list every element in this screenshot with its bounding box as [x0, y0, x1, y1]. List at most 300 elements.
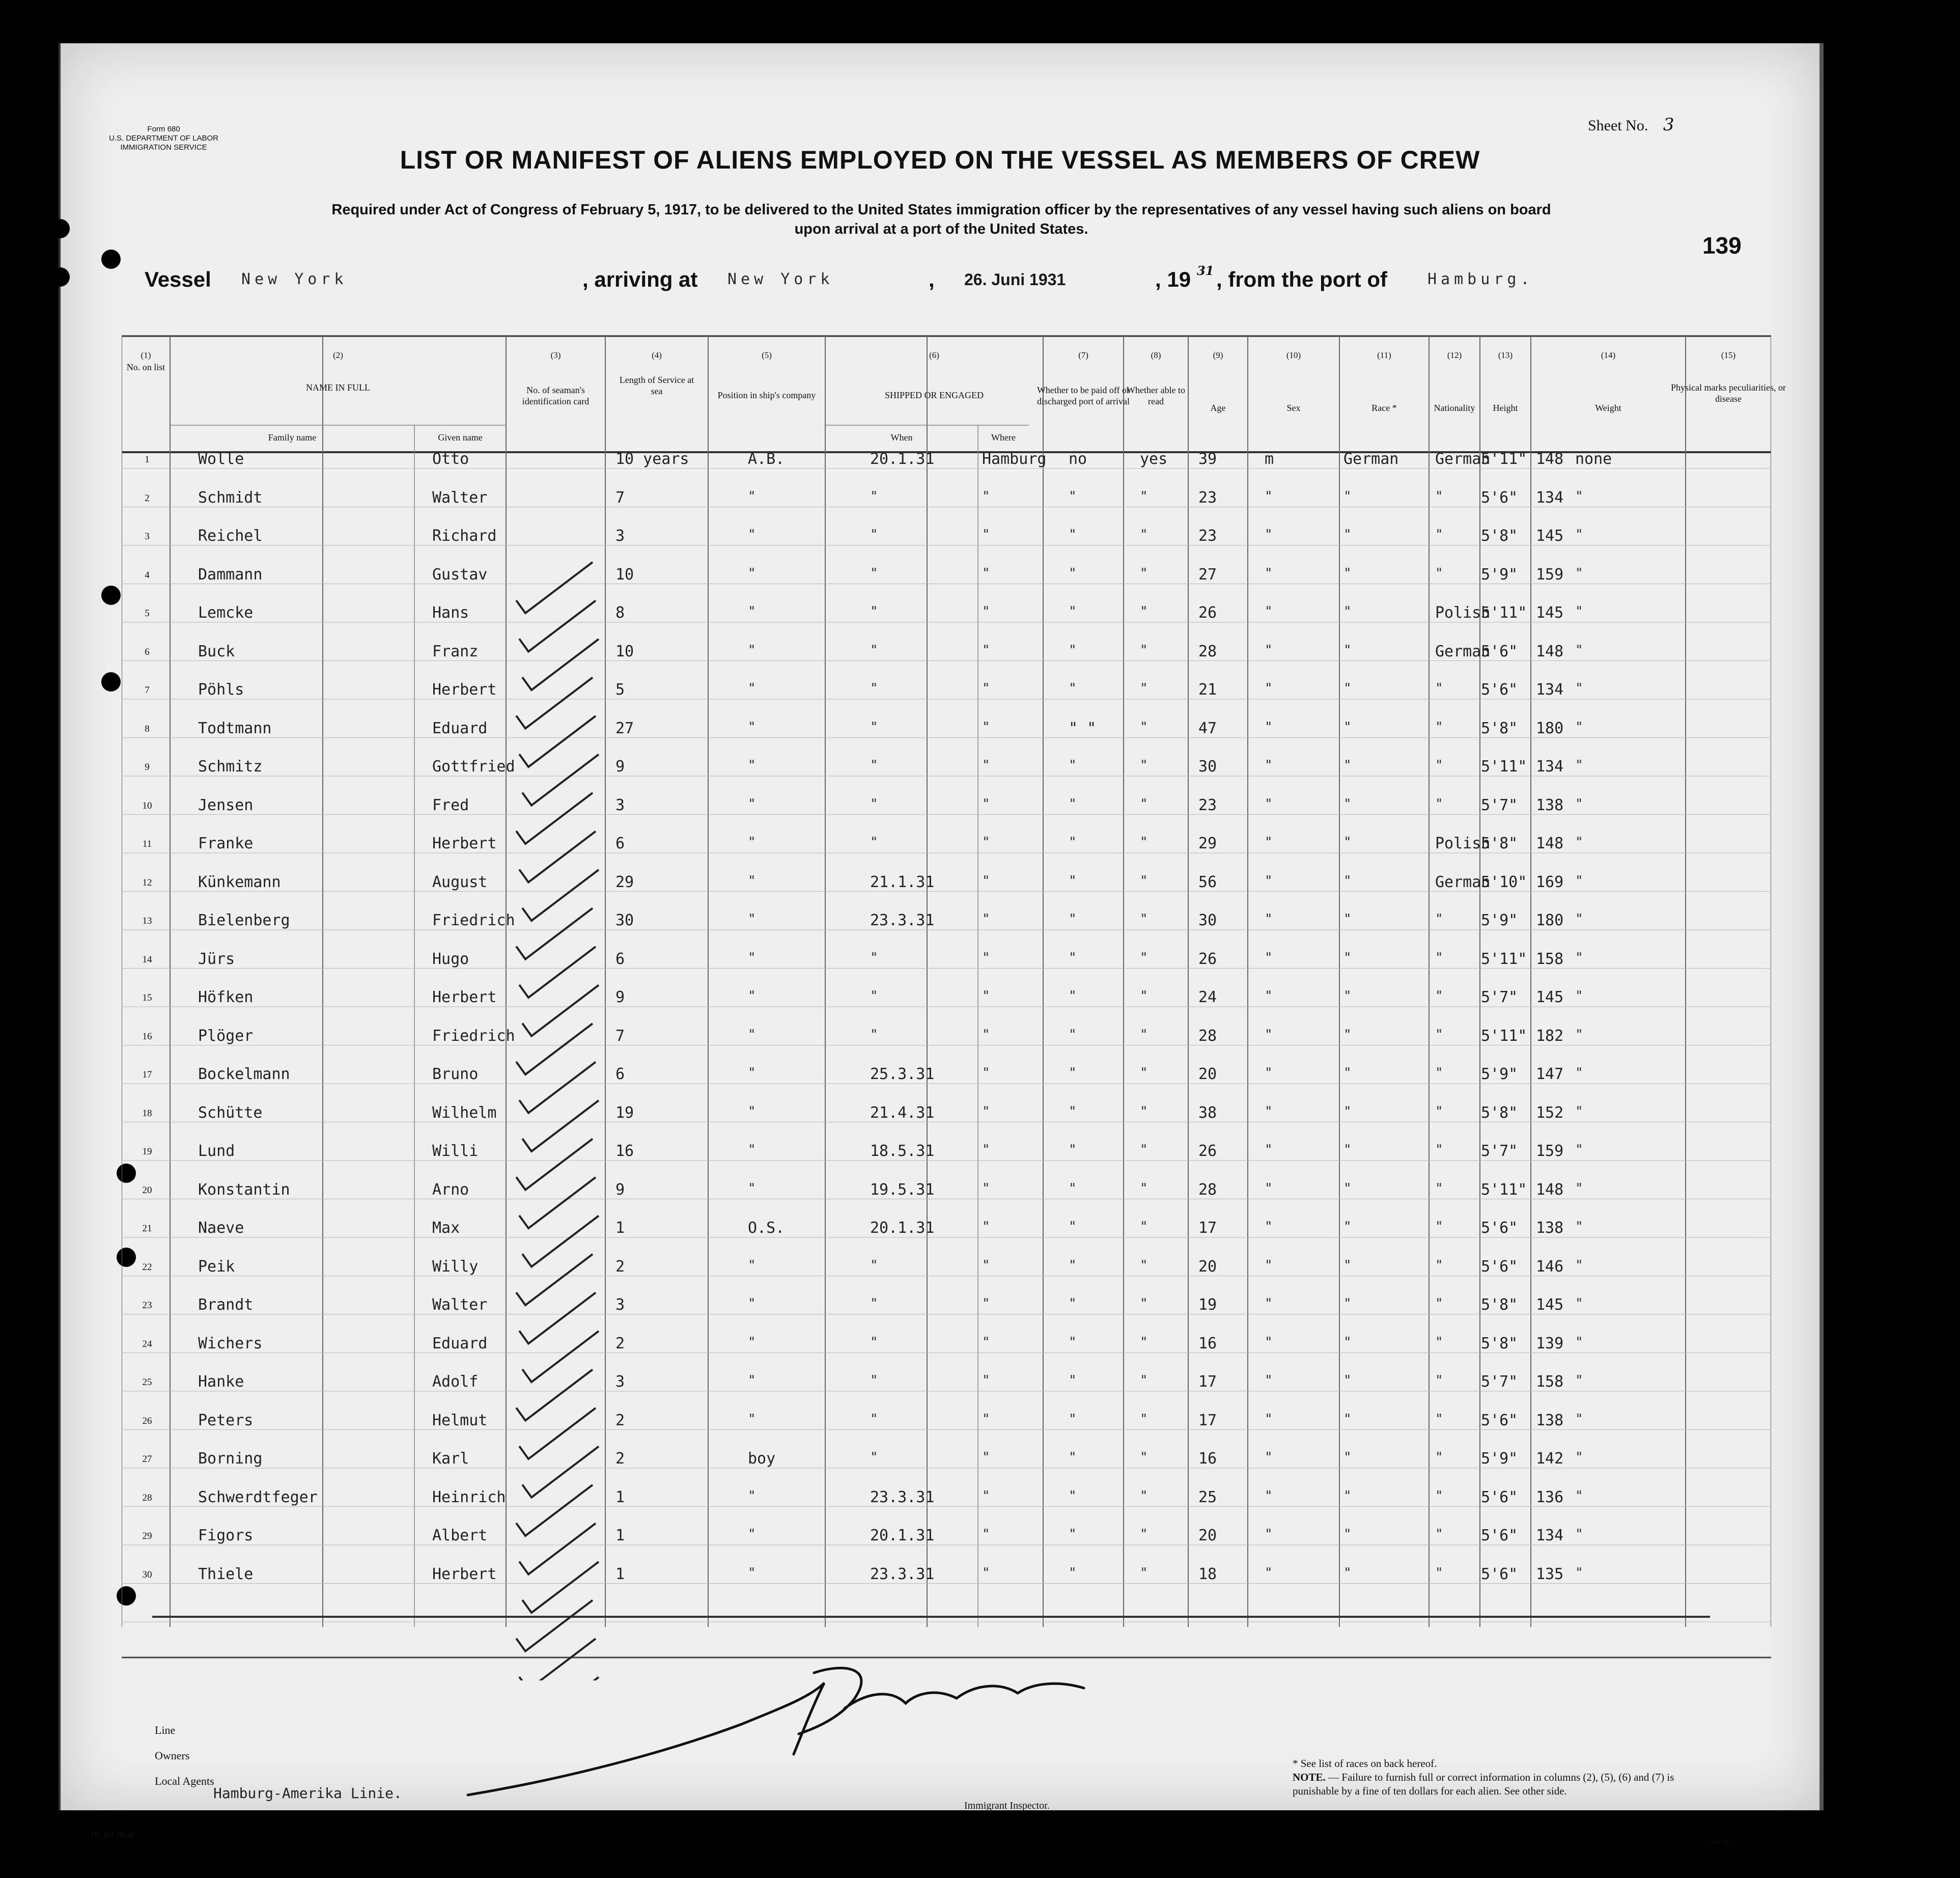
weight-cell: 148: [1536, 450, 1564, 468]
weight-cell: 138: [1536, 796, 1564, 814]
service-length-cell: 3: [615, 527, 625, 545]
race-cell: ": [1343, 912, 1352, 927]
able-to-read-cell: yes: [1140, 450, 1168, 468]
sex-cell: ": [1265, 1488, 1273, 1504]
weight-cell: 136: [1536, 1488, 1564, 1506]
column-header: NAME IN FULL: [306, 382, 370, 393]
nationality-cell: ": [1435, 1142, 1443, 1157]
height-cell: 5'11": [1481, 604, 1527, 622]
race-cell: ": [1343, 527, 1352, 542]
sex-cell: ": [1265, 1027, 1273, 1042]
physical-marks-cell: ": [1575, 873, 1583, 889]
family-name-cell: Künkemann: [198, 873, 281, 891]
shipped-where-cell: ": [982, 1257, 990, 1273]
physical-marks-cell: ": [1575, 1450, 1583, 1465]
paid-off-cell: ": [1069, 1219, 1077, 1234]
race-cell: ": [1343, 604, 1352, 619]
nationality-cell: ": [1435, 719, 1443, 735]
nationality-cell: ": [1435, 950, 1443, 965]
nationality-cell: ": [1435, 988, 1443, 1004]
position-cell: ": [748, 1180, 756, 1196]
service-length-cell: 3: [615, 1296, 625, 1314]
column-header: Whether able to read: [1127, 385, 1185, 406]
weight-cell: 159: [1536, 565, 1564, 584]
nationality-cell: ": [1435, 1296, 1443, 1311]
nationality-cell: ": [1435, 1334, 1443, 1350]
sex-cell: ": [1265, 1103, 1273, 1119]
physical-marks-cell: ": [1575, 1334, 1583, 1350]
height-cell: 5'8": [1481, 719, 1518, 737]
family-name-cell: Schmidt: [198, 488, 263, 507]
position-cell: ": [748, 1296, 756, 1311]
race-cell: ": [1343, 1219, 1352, 1234]
row-number: 13: [142, 916, 152, 926]
height-cell: 5'8": [1481, 1103, 1518, 1122]
position-cell: O.S.: [748, 1219, 785, 1237]
shipped-when-cell: 19.5.31: [870, 1180, 935, 1199]
race-cell: ": [1343, 1142, 1352, 1157]
nationality-cell: ": [1435, 527, 1443, 542]
able-to-read-cell: ": [1140, 1142, 1148, 1157]
age-cell: 17: [1198, 1219, 1217, 1237]
family-name-cell: Jürs: [198, 950, 235, 968]
physical-marks-cell: ": [1575, 1219, 1583, 1234]
footnote: [1293, 1757, 1715, 1798]
height-cell: 5'7": [1481, 988, 1518, 1006]
weight-cell: 148: [1536, 835, 1564, 852]
shipped-where-cell: ": [982, 1334, 990, 1350]
sub-header: Where: [991, 432, 1016, 443]
family-name-cell: Naeve: [198, 1219, 244, 1237]
given-name-cell: Willy: [432, 1257, 479, 1276]
vessel-line: [145, 263, 1774, 298]
shipped-when-cell: ": [870, 1027, 878, 1042]
position-cell: ": [748, 1565, 756, 1581]
family-name-cell: Wolle: [198, 450, 244, 468]
race-cell: ": [1343, 988, 1352, 1004]
service-length-cell: 5: [615, 681, 625, 699]
height-cell: 5'8": [1481, 1296, 1518, 1314]
vessel-label: Vessel: [145, 267, 211, 291]
physical-marks-cell: ": [1575, 796, 1583, 812]
nationality-cell: ": [1435, 1065, 1443, 1081]
department-name: U.S. DEPARTMENT OF LABOR: [109, 134, 219, 143]
row-number: 27: [142, 1454, 152, 1465]
row-number: 6: [145, 646, 150, 657]
family-name-cell: Peik: [198, 1257, 235, 1276]
paid-off-cell: ": [1069, 604, 1077, 619]
service-length-cell: 29: [615, 873, 634, 891]
given-name-cell: Willi: [432, 1142, 479, 1160]
sex-cell: ": [1265, 604, 1273, 619]
age-cell: 18: [1198, 1565, 1217, 1583]
physical-marks-cell: ": [1575, 1142, 1583, 1157]
age-cell: 21: [1198, 681, 1217, 699]
service-length-cell: 2: [615, 1450, 625, 1468]
able-to-read-cell: ": [1140, 1527, 1148, 1542]
height-cell: 5'7": [1481, 796, 1518, 814]
height-cell: 5'6": [1481, 1488, 1518, 1506]
from-port-label: , from the port of: [1216, 267, 1387, 291]
position-cell: ": [748, 1488, 756, 1504]
given-name-cell: Herbert: [432, 681, 497, 699]
nationality-cell: ": [1435, 1180, 1443, 1196]
age-cell: 39: [1198, 450, 1217, 468]
row-number: 21: [142, 1223, 152, 1234]
row-number: 7: [145, 685, 150, 696]
age-cell: 47: [1198, 719, 1217, 737]
column-header: No. on list: [126, 362, 165, 372]
able-to-read-cell: ": [1140, 681, 1148, 696]
row-number: 17: [142, 1069, 152, 1080]
row-number: 28: [142, 1492, 152, 1503]
sex-cell: ": [1265, 1411, 1273, 1427]
able-to-read-cell: ": [1140, 1488, 1148, 1504]
race-cell: ": [1343, 835, 1352, 850]
weight-cell: 159: [1536, 1142, 1564, 1160]
nationality-cell: German: [1435, 873, 1491, 891]
physical-marks-cell: ": [1575, 1257, 1583, 1273]
paid-off-cell: ": [1069, 1296, 1077, 1311]
race-cell: ": [1343, 1450, 1352, 1465]
family-name-cell: Reichel: [198, 527, 263, 545]
sex-cell: ": [1265, 1373, 1273, 1388]
local-agents-label: Local Agents: [155, 1775, 214, 1787]
shipped-when-cell: 23.3.31: [870, 912, 935, 929]
physical-marks-cell: ": [1575, 719, 1583, 735]
given-name-cell: Herbert: [432, 1565, 497, 1583]
weight-cell: 148: [1536, 642, 1564, 660]
given-name-cell: Richard: [432, 527, 497, 545]
age-cell: 29: [1198, 835, 1217, 852]
position-cell: ": [748, 988, 756, 1004]
sex-cell: ": [1265, 912, 1273, 927]
position-cell: ": [748, 488, 756, 504]
weight-cell: 134: [1536, 1527, 1564, 1544]
able-to-read-cell: ": [1140, 604, 1148, 619]
paid-off-cell: ": [1069, 1450, 1077, 1465]
weight-cell: 169: [1536, 873, 1564, 891]
given-name-cell: Eduard: [432, 719, 488, 737]
owners-label: Owners: [155, 1749, 190, 1762]
able-to-read-cell: ": [1140, 1296, 1148, 1311]
height-cell: 5'7": [1481, 1373, 1518, 1391]
nationality-cell: Polish: [1435, 835, 1491, 852]
sex-cell: ": [1265, 796, 1273, 812]
height-cell: 5'6": [1481, 1565, 1518, 1583]
shipped-when-cell: ": [870, 719, 878, 735]
shipped-where-cell: ": [982, 1527, 990, 1542]
height-cell: 5'8": [1481, 1334, 1518, 1352]
row-number: 8: [145, 723, 150, 734]
sex-cell: ": [1265, 1219, 1273, 1234]
owners-value: Hamburg-Amerika Linie.: [213, 1785, 402, 1802]
column-header: Length of Service at sea: [619, 375, 694, 396]
service-length-cell: 10: [615, 642, 634, 660]
service-length-cell: 19: [615, 1103, 634, 1122]
given-name-cell: Helmut: [432, 1411, 488, 1429]
weight-cell: 138: [1536, 1219, 1564, 1237]
family-name-cell: Borning: [198, 1450, 263, 1468]
given-name-cell: Hugo: [432, 950, 469, 968]
height-cell: 5'11": [1481, 1027, 1527, 1045]
position-cell: ": [748, 719, 756, 735]
service-length-cell: 1: [615, 1565, 625, 1583]
given-name-cell: Otto: [432, 450, 469, 468]
position-cell: ": [748, 604, 756, 619]
weight-cell: 180: [1536, 719, 1564, 737]
race-cell: ": [1343, 1065, 1352, 1081]
sex-cell: ": [1265, 988, 1273, 1004]
row-number: 25: [142, 1377, 152, 1388]
shipped-when-cell: 20.1.31: [870, 1219, 935, 1237]
column-number: (12): [1447, 350, 1462, 360]
age-cell: 23: [1198, 488, 1217, 507]
paid-off-cell: ": [1069, 1334, 1077, 1350]
age-cell: 17: [1198, 1411, 1217, 1429]
race-cell: ": [1343, 1411, 1352, 1427]
family-name-cell: Hanke: [198, 1373, 244, 1391]
able-to-read-cell: ": [1140, 950, 1148, 965]
family-name-cell: Buck: [198, 642, 235, 660]
weight-cell: 145: [1536, 1296, 1564, 1314]
punch-hole: [101, 672, 121, 692]
shipped-where-cell: ": [982, 1103, 990, 1119]
able-to-read-cell: ": [1140, 1180, 1148, 1196]
height-cell: 5'6": [1481, 1257, 1518, 1276]
race-cell: ": [1343, 1334, 1352, 1350]
height-cell: 5'10": [1481, 873, 1527, 891]
page-subtitle: [152, 200, 1730, 239]
able-to-read-cell: ": [1140, 1565, 1148, 1581]
physical-marks-cell: ": [1575, 527, 1583, 542]
service-length-cell: 9: [615, 1180, 625, 1199]
sheet-number-label: Sheet No.: [1588, 117, 1648, 134]
paid-off-cell: ": [1069, 1065, 1077, 1081]
column-number: (8): [1151, 350, 1161, 360]
nationality-cell: ": [1435, 1488, 1443, 1504]
family-name-cell: Figors: [198, 1527, 254, 1544]
arriving-port: New York: [727, 270, 834, 288]
row-number: 24: [142, 1338, 152, 1349]
shipped-where-cell: ": [982, 604, 990, 619]
position-cell: ": [748, 1257, 756, 1273]
race-cell: ": [1343, 1180, 1352, 1196]
shipped-when-cell: ": [870, 758, 878, 773]
nationality-cell: ": [1435, 1565, 1443, 1581]
age-cell: 23: [1198, 796, 1217, 814]
service-length-cell: 16: [615, 1142, 634, 1160]
row-number: 14: [142, 954, 152, 965]
service-length-cell: 3: [615, 1373, 625, 1391]
family-name-cell: Lund: [198, 1142, 235, 1160]
shipped-when-cell: ": [870, 642, 878, 658]
age-cell: 16: [1198, 1450, 1217, 1468]
sub-header: Given name: [438, 432, 483, 443]
weight-cell: 158: [1536, 950, 1564, 968]
able-to-read-cell: ": [1140, 1103, 1148, 1119]
weight-cell: 135: [1536, 1565, 1564, 1583]
physical-marks-cell: ": [1575, 1411, 1583, 1427]
position-cell: ": [748, 950, 756, 965]
family-name-cell: Bockelmann: [198, 1065, 290, 1083]
sex-cell: ": [1265, 1450, 1273, 1465]
able-to-read-cell: ": [1140, 1065, 1148, 1081]
able-to-read-cell: ": [1140, 565, 1148, 581]
age-cell: 28: [1198, 642, 1217, 660]
row-number: 20: [142, 1184, 152, 1196]
position-cell: ": [748, 642, 756, 658]
height-cell: 5'11": [1481, 450, 1527, 468]
form-number: Form 680: [147, 125, 180, 133]
race-cell: ": [1343, 488, 1352, 504]
penalty-note: [1293, 1771, 1715, 1798]
punch-hole: [101, 586, 121, 605]
able-to-read-cell: ": [1140, 835, 1148, 850]
family-name-cell: Todtmann: [198, 719, 272, 737]
service-length-cell: 2: [615, 1411, 625, 1429]
shipped-where-cell: ": [982, 1065, 990, 1081]
race-cell: ": [1343, 1527, 1352, 1542]
physical-marks-cell: ": [1575, 1065, 1583, 1081]
shipped-where-cell: ": [982, 873, 990, 889]
age-cell: 17: [1198, 1373, 1217, 1391]
shipped-when-cell: 21.1.31: [870, 873, 935, 891]
position-cell: ": [748, 873, 756, 889]
given-name-cell: Walter: [432, 488, 488, 507]
row-number: 12: [142, 877, 152, 888]
shipped-where-cell: ": [982, 1565, 990, 1581]
position-cell: ": [748, 1142, 756, 1157]
height-cell: 5'6": [1481, 1411, 1518, 1429]
service-length-cell: 2: [615, 1257, 625, 1276]
sex-cell: ": [1265, 642, 1273, 658]
row-number: 29: [142, 1531, 152, 1541]
weight-cell: 152: [1536, 1103, 1564, 1122]
paid-off-cell: ": [1069, 912, 1077, 927]
column-header: No. of seaman's identification card: [522, 385, 590, 406]
column-header: Physical marks peculiarities, or disease: [1671, 382, 1786, 404]
position-cell: ": [748, 1373, 756, 1388]
column-number: (6): [929, 350, 939, 360]
sex-cell: ": [1265, 1065, 1273, 1081]
family-name-cell: Peters: [198, 1411, 254, 1429]
sex-cell: ": [1265, 873, 1273, 889]
arriving-label: , arriving at: [582, 267, 698, 291]
shipped-when-cell: ": [870, 488, 878, 504]
column-number: (9): [1213, 350, 1223, 360]
height-cell: 5'7": [1481, 1142, 1518, 1160]
shipped-where-cell: ": [982, 681, 990, 696]
able-to-read-cell: ": [1140, 1219, 1148, 1234]
able-to-read-cell: ": [1140, 988, 1148, 1004]
subtitle-line-2: upon arrival at a port of the United States.: [794, 221, 1088, 237]
paid-off-cell: ": [1069, 796, 1077, 812]
race-cell: ": [1343, 642, 1352, 658]
position-cell: ": [748, 681, 756, 696]
position-cell: ": [748, 835, 756, 850]
sex-cell: ": [1265, 1527, 1273, 1542]
given-name-cell: Eduard: [432, 1334, 488, 1352]
age-cell: 20: [1198, 1527, 1217, 1544]
nationality-cell: ": [1435, 1027, 1443, 1042]
row-number: 23: [142, 1300, 152, 1311]
age-cell: 25: [1198, 1488, 1217, 1506]
service-length-cell: 3: [615, 796, 625, 814]
age-cell: 28: [1198, 1180, 1217, 1199]
nationality-cell: ": [1435, 565, 1443, 581]
able-to-read-cell: ": [1140, 912, 1148, 927]
manifest-sheet: [59, 43, 1824, 1845]
row-number: 18: [142, 1108, 152, 1119]
column-number: (15): [1721, 350, 1736, 360]
able-to-read-cell: ": [1140, 719, 1148, 735]
physical-marks-cell: ": [1575, 1527, 1583, 1542]
given-name-cell: Wilhelm: [432, 1103, 497, 1122]
service-length-cell: 6: [615, 1065, 625, 1083]
able-to-read-cell: ": [1140, 1027, 1148, 1042]
page-title: LIST OR MANIFEST OF ALIENS EMPLOYED ON THE VESSEL AS MEMBERS OF CREW: [400, 146, 1480, 174]
weight-cell: 145: [1536, 988, 1564, 1006]
family-name-cell: Thiele: [198, 1565, 254, 1583]
paid-off-cell: ": [1069, 758, 1077, 773]
shipped-when-cell: ": [870, 796, 878, 812]
position-cell: ": [748, 1065, 756, 1081]
column-number: (13): [1498, 350, 1513, 360]
family-name-cell: Schmitz: [198, 758, 263, 776]
column-header: Height: [1493, 403, 1518, 413]
column-number: (2): [333, 350, 343, 360]
position-cell: ": [748, 1527, 756, 1542]
column-number: (1): [141, 350, 151, 360]
race-note: * See list of races on back hereof.: [1293, 1757, 1437, 1770]
shipped-when-cell: 20.1.31: [870, 1527, 935, 1544]
weight-cell: 145: [1536, 604, 1564, 622]
nationality-cell: ": [1435, 1450, 1443, 1465]
race-cell: ": [1343, 758, 1352, 773]
shipped-when-cell: 18.5.31: [870, 1142, 935, 1160]
shipped-when-cell: ": [870, 988, 878, 1004]
arrival-date: 26. Juni 1931: [964, 270, 1066, 289]
column-header: Whether to be paid off or discharged port of arrival: [1037, 385, 1130, 406]
given-name-cell: Bruno: [432, 1065, 479, 1083]
position-cell: ": [748, 1027, 756, 1042]
shipped-when-cell: ": [870, 527, 878, 542]
column-header: Weight: [1595, 403, 1621, 413]
shipped-when-cell: ": [870, 835, 878, 850]
age-cell: 38: [1198, 1103, 1217, 1122]
paid-off-cell: ": [1069, 681, 1077, 696]
age-cell: 16: [1198, 1334, 1217, 1352]
row-number: 26: [142, 1415, 152, 1426]
race-cell: ": [1343, 565, 1352, 581]
row-number: 30: [142, 1569, 152, 1580]
column-header: SHIPPED OR ENGAGED: [884, 390, 984, 400]
service-length-cell: 9: [615, 758, 625, 776]
family-name-cell: Franke: [198, 835, 254, 852]
service-length-cell: 10: [615, 565, 634, 584]
position-cell: ": [748, 758, 756, 773]
shipped-where-cell: ": [982, 488, 990, 504]
paid-off-cell: ": [1069, 1103, 1077, 1119]
able-to-read-cell: ": [1140, 642, 1148, 658]
physical-marks-cell: ": [1575, 1027, 1583, 1042]
physical-marks-cell: ": [1575, 604, 1583, 619]
shipped-when-cell: ": [870, 604, 878, 619]
inspector-label: Immigrant Inspector.: [964, 1800, 1050, 1811]
nationality-cell: ": [1435, 488, 1443, 504]
physical-marks-cell: ": [1575, 1296, 1583, 1311]
